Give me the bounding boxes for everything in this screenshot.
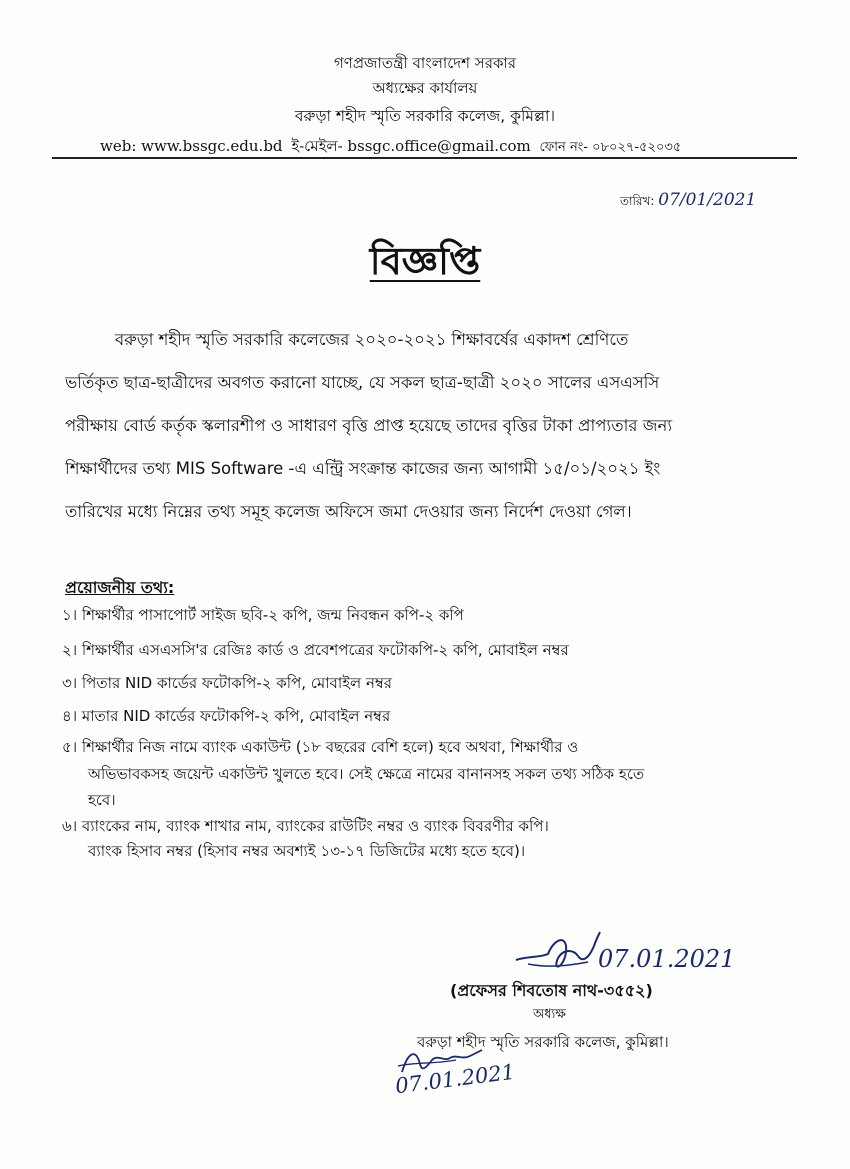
body-line: শিক্ষার্থীদের তথ্য MIS Software -এ এন্ট্রি সংক্রান্ত কাজের জন্য আগামী ১৫/০১/২০২১ ইং [65,459,661,478]
principal-signature [508,928,608,983]
office-name: অধ্যক্ষের কার্যালয় [372,79,478,97]
requirements-heading: প্রয়োজনীয় তথ্য: [65,578,175,597]
date-label: তারিখ: [620,194,655,208]
requirement-item-cont: ব্যাংক হিসাব নম্বর (হিসাব নম্বর অবশ্যই ১৩-১৭ ডিজিটের মধ্যে হতে হবে)। [88,842,526,860]
requirement-item: ২। শিক্ষার্থীর এসএসসি'র রেজিঃ কার্ড ও প্রবেশপত্রের ফটোকপি-২ কপি, মোবাইল নম্বর [62,641,569,659]
principal-name: (প্রফেসর শিবতোষ নাথ-৩৫৫২) [450,981,653,1000]
requirement-item-cont: অভিভাবকসহ জয়েন্ট একাউন্ট খুলতে হবে। সেই ক্ষেত্রে নামের বানানসহ সকল তথ্য সঠিক হতে [88,765,645,783]
signature-college: বরুড়া শহীদ স্মৃতি সরকারি কলেজ, কুমিল্লা। [417,1033,669,1051]
notice-title [0,232,850,296]
requirement-item: ১। শিক্ষার্থীর পাসাপোর্ট সাইজ ছবি-২ কপি, জন্ম নিবন্ধন কপি-২ কপি [62,606,464,624]
requirement-item: ৬। ব্যাংকের নাম, ব্যাংক শাখার নাম, ব্যাংকের রাউটিং নম্বর ও ব্যাংক বিবরণীর কপি। [62,817,549,835]
header-divider [52,157,797,159]
phone: ফোন নং- ০৮০২৭-৫২০৩৫ [539,140,682,155]
requirement-item: ৩। পিতার NID কার্ডের ফটোকপি-২ কপি, মোবাইল নম্বর [62,674,393,692]
signature-date: 07.01.2021 [598,945,736,973]
notice-title-text: বিজ্ঞপ্তি [369,239,481,283]
body-line: বরুড়া শহীদ স্মৃতি সরকারি কলেজের ২০২০-২০২১ শিক্ষাবর্ষের একাদশ শ্রেণিতে [115,330,629,349]
college-name: বরুড়া শহীদ স্মৃতি সরকারি কলেজ, কুমিল্লা। [294,107,556,125]
body-line: ভর্তিকৃত ছাত্র-ছাত্রীদের অবগত করানো যাচ্ছে, যে সকল ছাত্র-ছাত্রী ২০২০ সালের এসএসসি [65,373,660,392]
website: web: www.bssgc.edu.bd [100,137,283,155]
body-line: পরীক্ষায় বোর্ড কর্তৃক স্কলারশীপ ও সাধারণ বৃত্তি প্রাপ্ত হয়েছে তাদের বৃত্তির টাকা প্রাপ্যতার জন্য [65,416,673,435]
second-signature-date: 07.01.2021 [393,1059,517,1099]
body-line: তারিখের মধ্যে নিম্নের তথ্য সমূহ কলেজ অফিসে জমা দেওয়ার জন্য নির্দেশ দেওয়া গেল। [65,502,632,521]
requirement-item: ৫। শিক্ষার্থীর নিজ নামে ব্যাংক একাউন্ট (১৮ বছরের বেশি হলে) হবে অথবা, শিক্ষার্থীর ও [62,738,579,756]
requirement-item: ৪। মাতার NID কার্ডের ফটোকপি-২ কপি, মোবাইল নম্বর [62,707,391,725]
notice-body [65,318,780,533]
requirement-item-cont: হবে। [88,791,116,809]
govt-name: গণপ্রজাতন্ত্রী বাংলাদেশ সরকার [333,54,517,72]
date-block [620,190,756,213]
principal-role: অধ্যক্ষ [533,1007,566,1022]
email: ই-মেইল- bssgc.office@gmail.com [291,137,531,155]
date-value: 07/01/2021 [658,190,757,210]
